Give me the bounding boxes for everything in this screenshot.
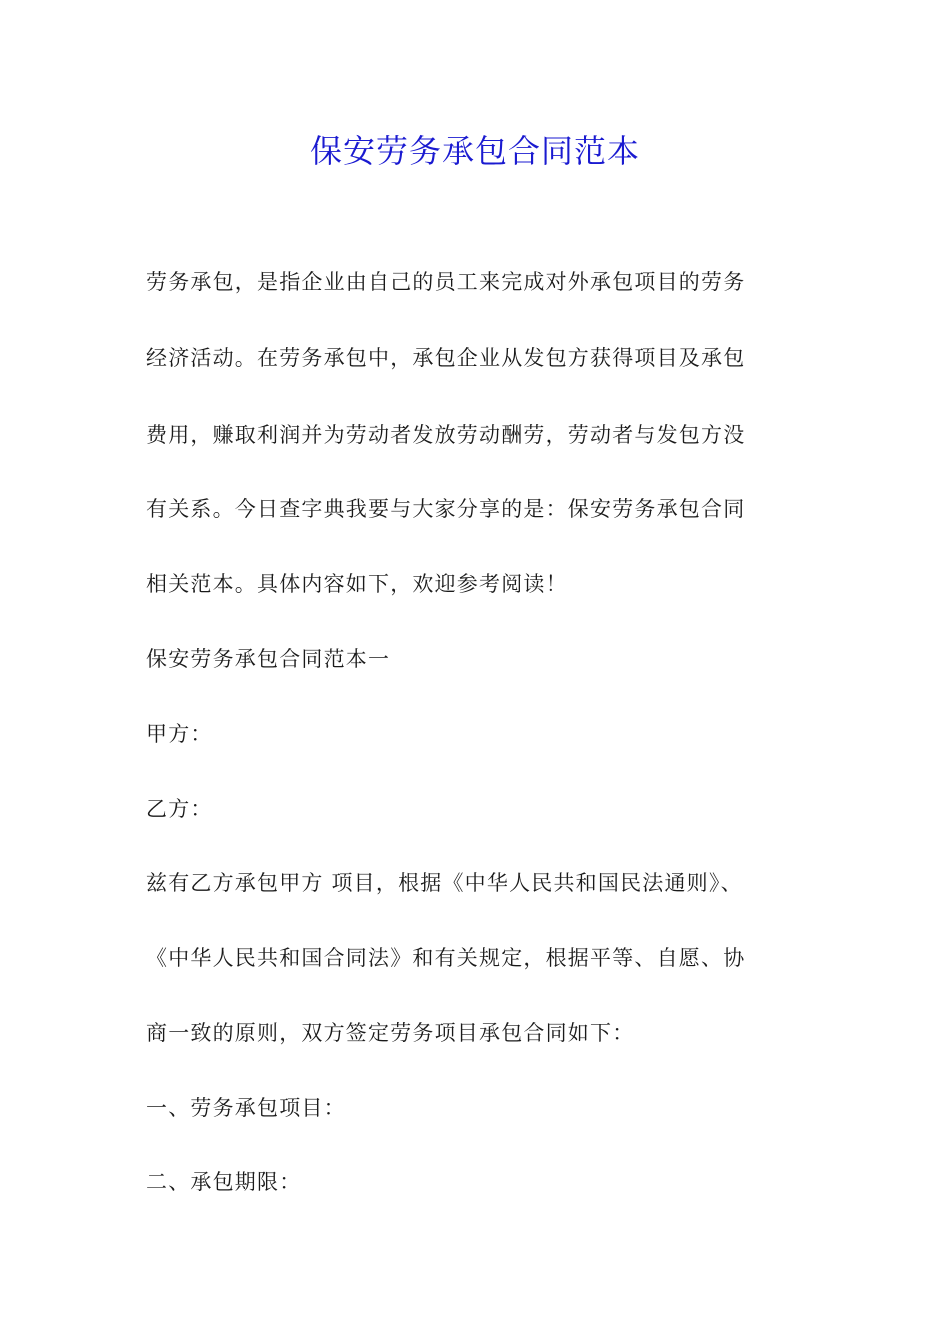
party-b-label: 乙方： (146, 797, 213, 821)
paragraph-line: 相关范本。具体内容如下，欢迎参考阅读！ (146, 572, 568, 596)
clause-heading: 二、承包期限： (146, 1170, 302, 1194)
paragraph-line: 有关系。今日查字典我要与大家分享的是：保安劳务承包合同 (146, 497, 746, 521)
paragraph-line: 商一致的原则，双方签定劳务项目承包合同如下： (146, 1021, 635, 1045)
clause-heading: 一、劳务承包项目： (146, 1096, 346, 1120)
paragraph-line: 经济活动。在劳务承包中，承包企业从发包方获得项目及承包 (146, 346, 746, 370)
paragraph-line: 兹有乙方承包甲方 项目，根据《中华人民共和国民法通则》、 (146, 871, 743, 895)
section-heading: 保安劳务承包合同范本一 (146, 647, 391, 671)
paragraph-line: 劳务承包，是指企业由自己的员工来完成对外承包项目的劳务 (146, 270, 746, 294)
paragraph-line: 费用，赚取利润并为劳动者发放劳动酬劳，劳动者与发包方没 (146, 423, 746, 447)
party-a-label: 甲方： (146, 722, 213, 746)
document-title: 保安劳务承包合同范本 (309, 132, 640, 170)
paragraph-line: 《中华人民共和国合同法》和有关规定，根据平等、自愿、协 (146, 946, 746, 970)
